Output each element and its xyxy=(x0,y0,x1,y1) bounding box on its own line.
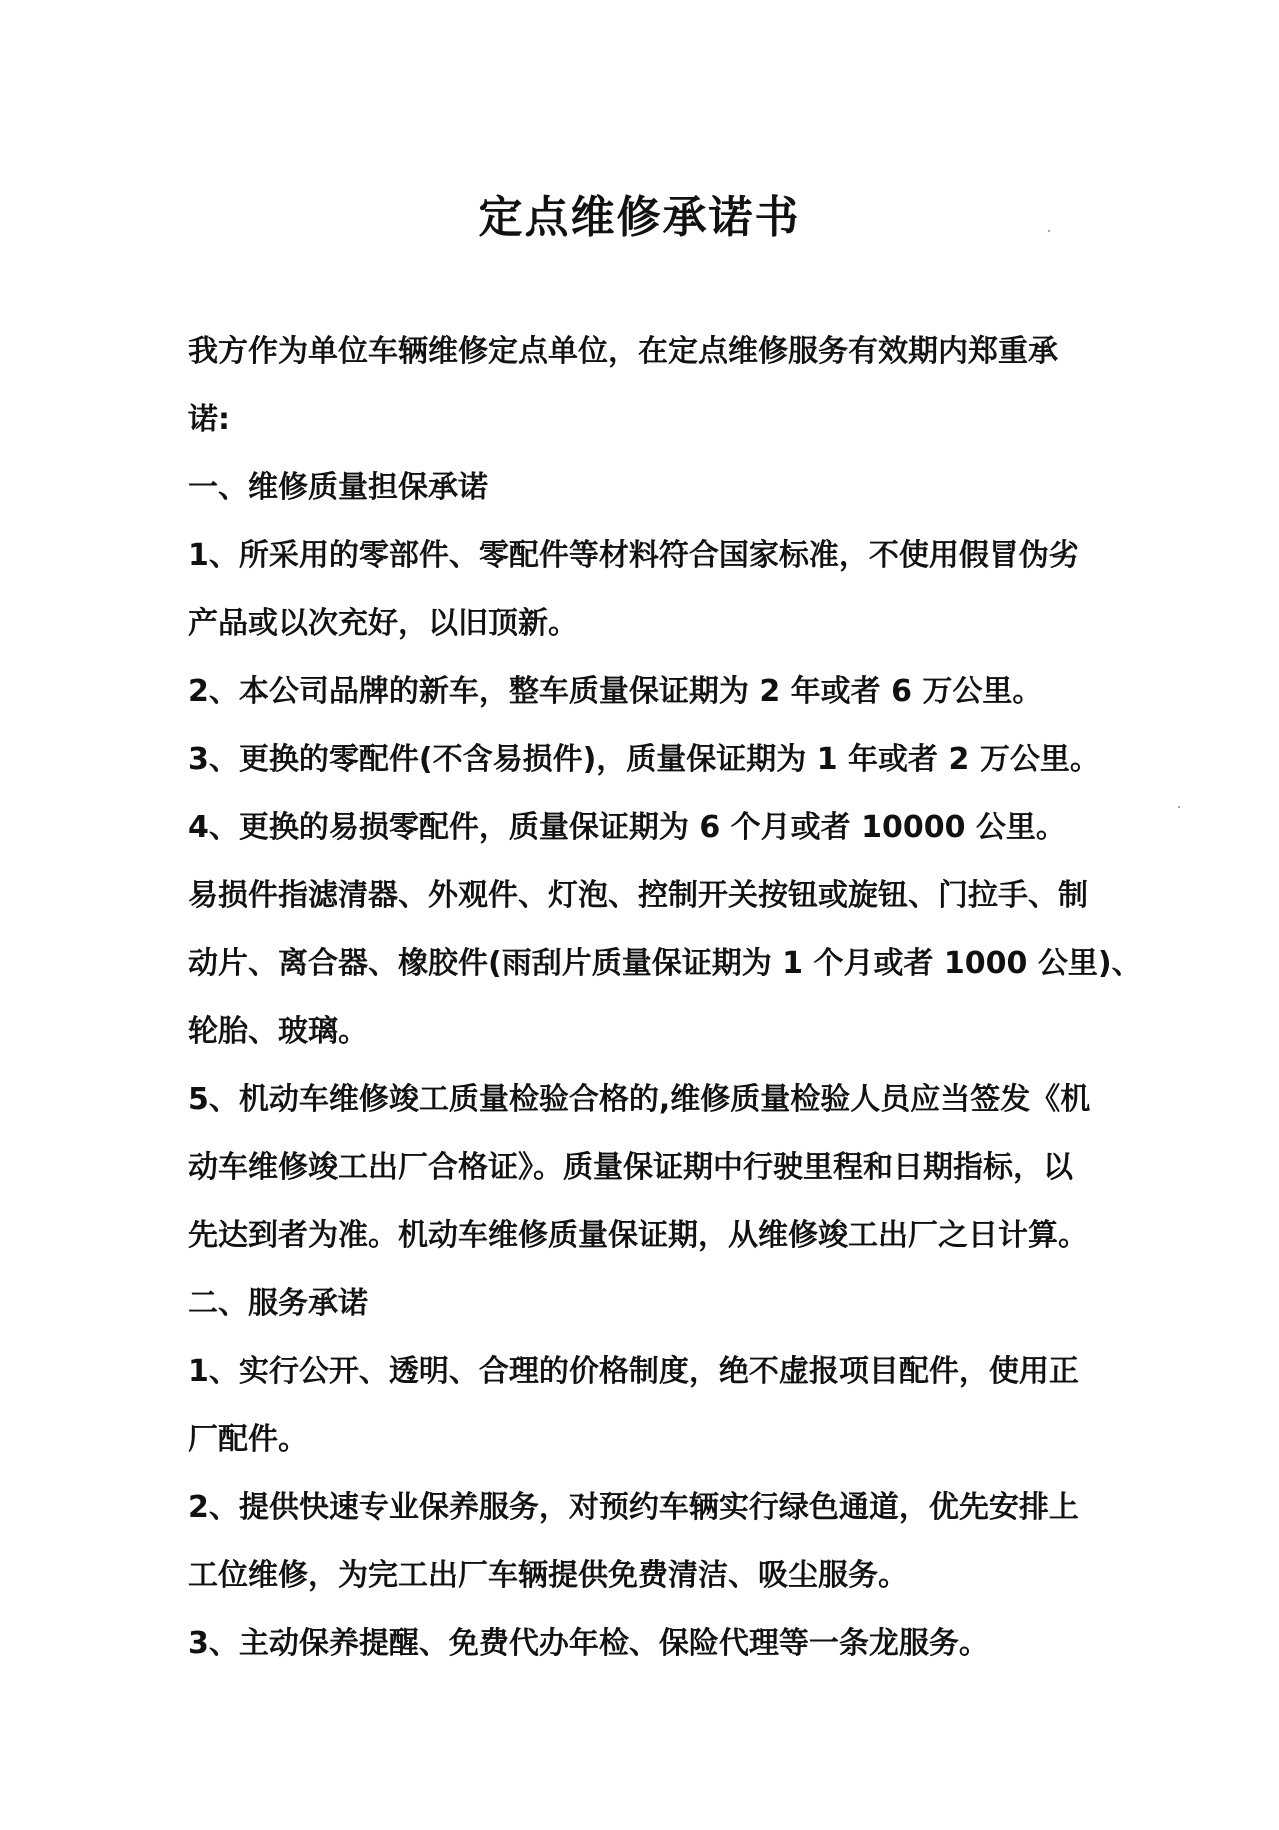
scan-speck xyxy=(1178,806,1180,808)
paragraph-line: 1、所采用的零部件、零配件等材料符合国家标准，不使用假冒伪劣 xyxy=(188,538,1079,573)
paragraph-line: 工位维修，为完工出厂车辆提供免费清洁、吸尘服务。 xyxy=(188,1558,908,1593)
paragraph-line: 诺: xyxy=(188,402,230,437)
paragraph-line: 我方作为单位车辆维修定点单位，在定点维修服务有效期内郑重承 xyxy=(188,334,1058,369)
paragraph-line: 动片、离合器、橡胶件(雨刮片质量保证期为 1 个月或者 1000 公里)、 xyxy=(188,946,1142,981)
paragraph-line: 产品或以次充好，以旧顶新。 xyxy=(188,606,578,641)
paragraph-line: 厂配件。 xyxy=(188,1422,308,1457)
paragraph-line: 动车维修竣工出厂合格证》。质量保证期中行驶里程和日期指标，以 xyxy=(188,1150,1073,1185)
section-heading: 一、维修质量担保承诺 xyxy=(188,470,488,505)
scan-speck xyxy=(1048,230,1050,232)
document-title: 定点维修承诺书 xyxy=(478,192,801,243)
document-body xyxy=(188,318,1142,1678)
paragraph-line: 3、更换的零配件(不含易损件)，质量保证期为 1 年或者 2 万公里。 xyxy=(188,742,1100,777)
section-heading: 二、服务承诺 xyxy=(188,1286,368,1321)
paragraph-line: 轮胎、玻璃。 xyxy=(188,1014,368,1049)
paragraph-line: 4、更换的易损零配件，质量保证期为 6 个月或者 10000 公里。 xyxy=(188,810,1066,845)
paragraph-line: 5、机动车维修竣工质量检验合格的,维修质量检验人员应当签发《机 xyxy=(188,1082,1091,1117)
paragraph-line: 2、提供快速专业保养服务，对预约车辆实行绿色通道，优先安排上 xyxy=(188,1490,1079,1525)
paragraph-line: 3、主动保养提醒、免费代办年检、保险代理等一条龙服务。 xyxy=(188,1626,989,1661)
paragraph-line: 易损件指滤清器、外观件、灯泡、控制开关按钮或旋钮、门拉手、制 xyxy=(188,878,1088,913)
paragraph-line: 先达到者为准。机动车维修质量保证期，从维修竣工出厂之日计算。 xyxy=(188,1218,1088,1253)
paragraph-line: 2、本公司品牌的新车，整车质量保证期为 2 年或者 6 万公里。 xyxy=(188,674,1043,709)
paragraph-line: 1、实行公开、透明、合理的价格制度，绝不虚报项目配件，使用正 xyxy=(188,1354,1079,1389)
